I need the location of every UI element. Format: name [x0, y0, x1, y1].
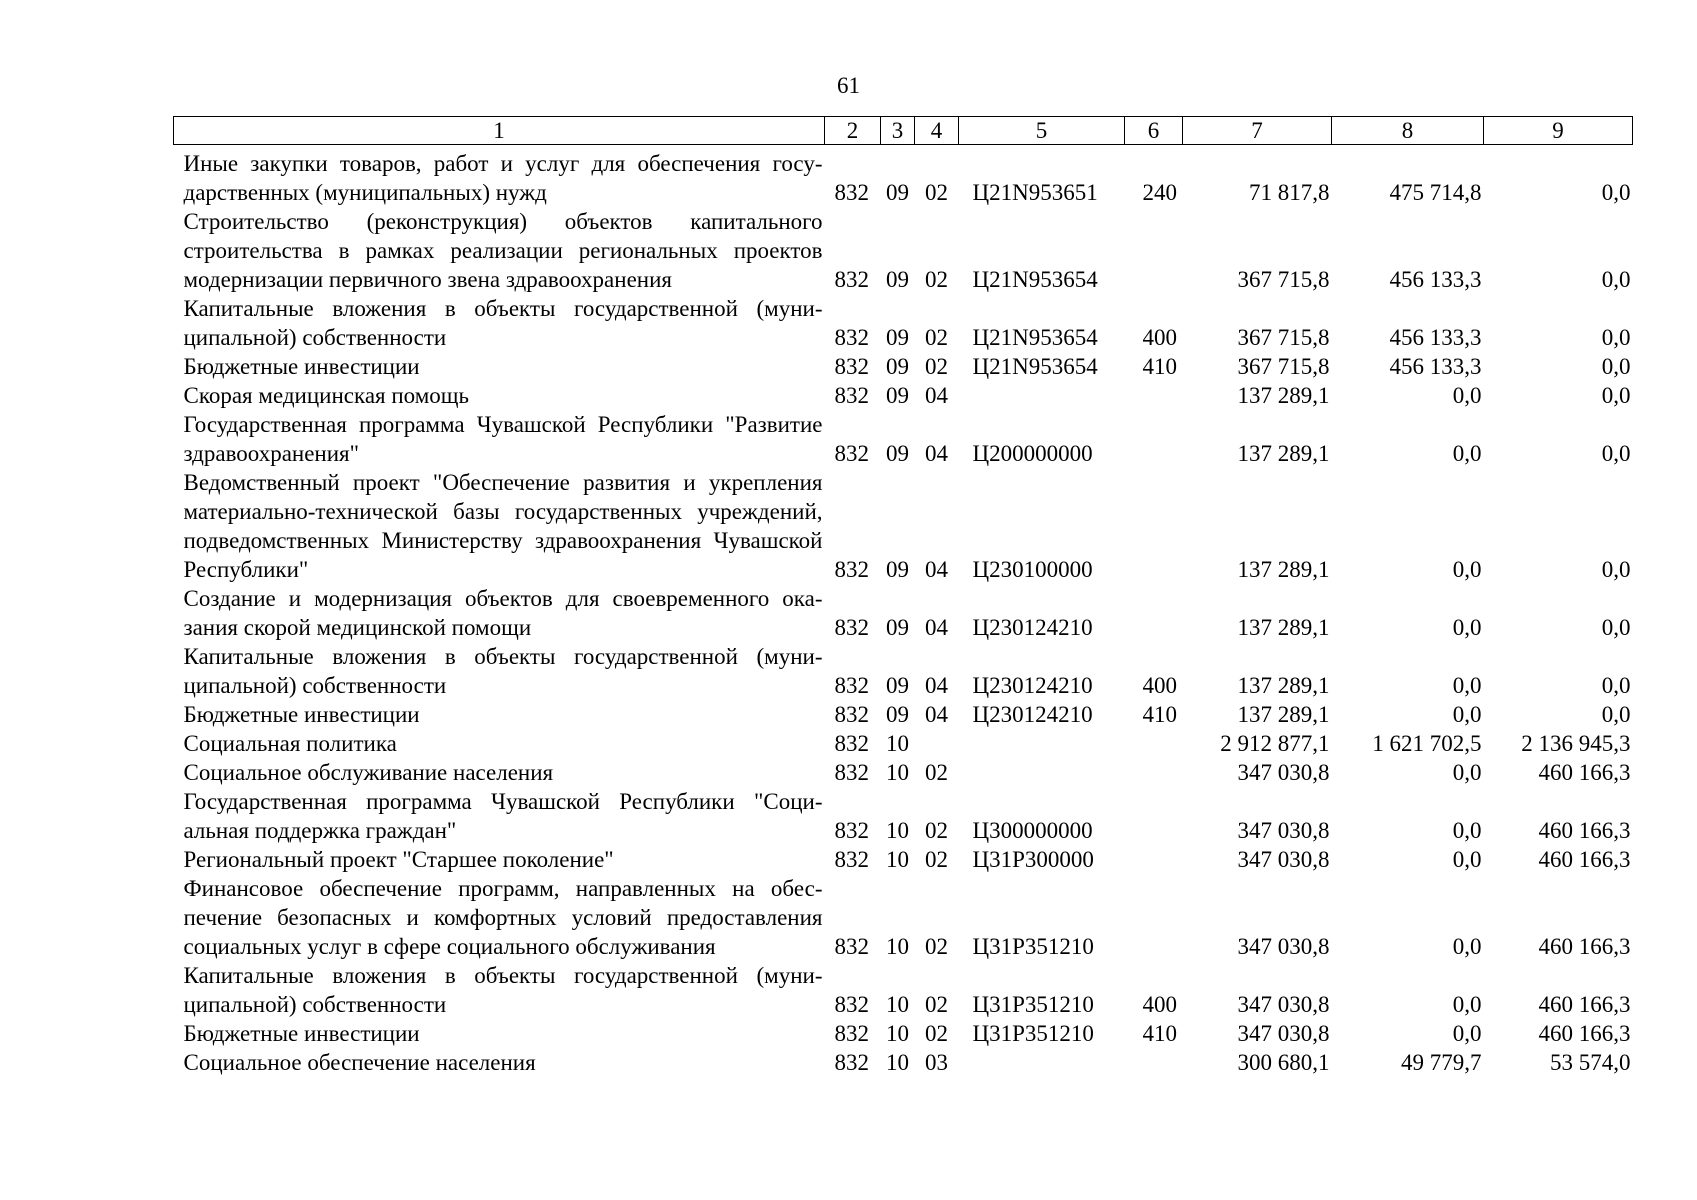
amount-col8: 0,0 — [1452, 847, 1482, 872]
expense-type: 400 — [1142, 992, 1177, 1017]
target-article: Ц300000000 — [972, 818, 1093, 843]
expense-type — [1125, 410, 1183, 468]
target-article — [959, 381, 1125, 410]
amount-col8: 0,0 — [1452, 992, 1482, 1017]
amount-col7: 347 030,8 — [1237, 1021, 1330, 1046]
expense-type — [1125, 787, 1183, 845]
subsection-code: 02 — [925, 847, 948, 872]
amount-col9: 0,0 — [1601, 383, 1631, 408]
amount-col9: 460 166,3 — [1538, 760, 1631, 785]
amount-col7: 367 715,8 — [1237, 354, 1330, 379]
row-name: Социальное обеспечение населения — [183, 1050, 536, 1075]
row-name: Капитальные вложения в объекты государственной (муниципальной) собственности — [183, 296, 823, 350]
section-code: 10 — [886, 818, 909, 843]
amount-col8: 0,0 — [1452, 760, 1482, 785]
table-row — [174, 294, 1633, 352]
expense-type — [1125, 729, 1183, 758]
subsection-code: 02 — [925, 934, 948, 959]
amount-col8: 0,0 — [1452, 1021, 1482, 1046]
amount-col9: 2 136 945,3 — [1521, 731, 1631, 756]
target-article: Ц31P351210 — [972, 992, 1094, 1017]
ministry-code: 832 — [834, 673, 869, 698]
expense-type — [1125, 584, 1183, 642]
amount-col8: 0,0 — [1452, 615, 1482, 640]
table-row — [174, 468, 1633, 584]
section-code: 09 — [886, 267, 909, 292]
expense-type: 400 — [1142, 673, 1177, 698]
table-row — [174, 584, 1633, 642]
amount-col9: 0,0 — [1601, 267, 1631, 292]
row-name: Иные закупки товаров, работ и услуг для обеспечения государственных (муниципальных) нужд — [183, 151, 823, 205]
amount-col9: 0,0 — [1601, 615, 1631, 640]
subsection-code: 02 — [925, 354, 948, 379]
subsection-code: 04 — [925, 557, 948, 582]
amount-col7: 71 817,8 — [1249, 180, 1330, 205]
amount-col8: 0,0 — [1452, 441, 1482, 466]
amount-col7: 347 030,8 — [1237, 934, 1330, 959]
expense-type: 240 — [1142, 180, 1177, 205]
table-row — [174, 758, 1633, 787]
target-article: Ц230124210 — [972, 673, 1093, 698]
row-name: Строительство (реконструкция) объектов капитального строительства в рамках реализации региональных проектов модернизации первичного звена здравоохранения — [183, 209, 823, 292]
table-row — [174, 845, 1633, 874]
table-body — [174, 145, 1633, 1078]
table-row — [174, 729, 1633, 758]
subsection-code: 02 — [925, 818, 948, 843]
amount-col8: 0,0 — [1452, 934, 1482, 959]
amount-col7: 137 289,1 — [1237, 383, 1330, 408]
section-code: 09 — [886, 557, 909, 582]
ministry-code: 832 — [834, 992, 869, 1017]
table-row — [174, 787, 1633, 845]
section-code: 09 — [886, 441, 909, 466]
amount-col8: 49 779,7 — [1401, 1050, 1482, 1075]
table-row — [174, 145, 1633, 208]
ministry-code: 832 — [834, 354, 869, 379]
subsection-code: 03 — [925, 1050, 948, 1075]
expense-type: 410 — [1142, 702, 1177, 727]
amount-col8: 0,0 — [1452, 383, 1482, 408]
subsection-code: 02 — [925, 325, 948, 350]
amount-col9: 0,0 — [1601, 354, 1631, 379]
row-name: Государственная программа Чувашской Республики "Социальная поддержка граждан" — [183, 789, 823, 843]
ministry-code: 832 — [834, 557, 869, 582]
amount-col9: 460 166,3 — [1538, 1021, 1631, 1046]
section-code: 09 — [886, 180, 909, 205]
amount-col8: 1 621 702,5 — [1372, 731, 1482, 756]
amount-col7: 137 289,1 — [1237, 441, 1330, 466]
page-number: 61 — [837, 73, 860, 98]
amount-col8: 0,0 — [1452, 702, 1482, 727]
row-name: Капитальные вложения в объекты государственной (муниципальной) собственности — [183, 644, 823, 698]
amount-col7: 347 030,8 — [1237, 760, 1330, 785]
header-cell: 1 — [174, 117, 825, 145]
ministry-code: 832 — [834, 441, 869, 466]
section-code: 10 — [886, 1021, 909, 1046]
row-name: Государственная программа Чувашской Республики "Развитие здравоохранения" — [183, 412, 823, 466]
row-name: Создание и модернизация объектов для своевременного оказания скорой медицинской помощи — [183, 586, 823, 640]
table-row — [174, 381, 1633, 410]
amount-col9: 0,0 — [1601, 557, 1631, 582]
row-name: Капитальные вложения в объекты государственной (муниципальной) собственности — [183, 963, 823, 1017]
amount-col8: 0,0 — [1452, 818, 1482, 843]
ministry-code: 832 — [834, 1021, 869, 1046]
row-name: Ведомственный проект "Обеспечение развития и укрепления материально-технической базы государственных учреждений, подведомственных Министерству здравоохранения Чувашской Республики" — [183, 470, 823, 582]
ministry-code: 832 — [834, 325, 869, 350]
subsection-code: 02 — [925, 992, 948, 1017]
subsection-code: 04 — [925, 383, 948, 408]
section-code: 09 — [886, 615, 909, 640]
row-name: Региональный проект "Старшее поколение" — [183, 847, 614, 872]
header-row — [174, 117, 1633, 145]
subsection-code — [915, 729, 959, 758]
subsection-code: 02 — [925, 1021, 948, 1046]
amount-col7: 347 030,8 — [1237, 992, 1330, 1017]
section-code: 10 — [886, 934, 909, 959]
amount-col9: 460 166,3 — [1538, 818, 1631, 843]
header-cell: 2 — [825, 117, 881, 145]
amount-col7: 137 289,1 — [1237, 557, 1330, 582]
target-article: Ц21N953654 — [972, 267, 1098, 292]
amount-col9: 0,0 — [1601, 702, 1631, 727]
target-article — [959, 1048, 1125, 1077]
subsection-code: 04 — [925, 702, 948, 727]
section-code: 10 — [886, 760, 909, 785]
amount-col9: 0,0 — [1601, 441, 1631, 466]
ministry-code: 832 — [834, 847, 869, 872]
target-article: Ц21N953654 — [972, 325, 1098, 350]
amount-col7: 367 715,8 — [1237, 267, 1330, 292]
amount-col8: 456 133,3 — [1389, 354, 1482, 379]
target-article: Ц200000000 — [972, 441, 1093, 466]
row-name: Социальное обслуживание населения — [183, 760, 554, 785]
amount-col7: 137 289,1 — [1237, 702, 1330, 727]
ministry-code: 832 — [834, 383, 869, 408]
amount-col7: 347 030,8 — [1237, 847, 1330, 872]
target-article: Ц230124210 — [972, 615, 1093, 640]
expense-type — [1125, 207, 1183, 294]
ministry-code: 832 — [834, 180, 869, 205]
section-code: 09 — [886, 354, 909, 379]
ministry-code: 832 — [834, 267, 869, 292]
row-name: Финансовое обеспечение программ, направленных на обеспечение безопасных и комфортных условий предоставления социальных услуг в сфере социального обслуживания — [183, 876, 823, 959]
target-article: Ц31P351210 — [972, 1021, 1094, 1046]
header-cell: 3 — [881, 117, 915, 145]
amount-col7: 347 030,8 — [1237, 818, 1330, 843]
section-code: 10 — [886, 731, 909, 756]
expense-type — [1125, 758, 1183, 787]
table-row — [174, 700, 1633, 729]
amount-col7: 367 715,8 — [1237, 325, 1330, 350]
ministry-code: 832 — [834, 731, 869, 756]
expense-type — [1125, 1048, 1183, 1077]
amount-col8: 0,0 — [1452, 673, 1482, 698]
target-article — [959, 729, 1125, 758]
table-row — [174, 410, 1633, 468]
table-row — [174, 1048, 1633, 1077]
subsection-code: 04 — [925, 615, 948, 640]
row-name: Бюджетные инвестиции — [183, 1021, 420, 1046]
target-article: Ц230100000 — [972, 557, 1093, 582]
amount-col9: 460 166,3 — [1538, 847, 1631, 872]
row-name: Социальная политика — [183, 731, 397, 756]
header-cell: 9 — [1484, 117, 1633, 145]
amount-col7: 300 680,1 — [1237, 1050, 1330, 1075]
section-code: 09 — [886, 702, 909, 727]
ministry-code: 832 — [834, 615, 869, 640]
target-article: Ц21N953651 — [972, 180, 1098, 205]
amount-col9: 460 166,3 — [1538, 934, 1631, 959]
amount-col7: 137 289,1 — [1237, 615, 1330, 640]
row-name: Бюджетные инвестиции — [183, 702, 420, 727]
table-row — [174, 642, 1633, 700]
table-row — [174, 1019, 1633, 1048]
amount-col7: 2 912 877,1 — [1220, 731, 1330, 756]
section-code: 09 — [886, 673, 909, 698]
table-row — [174, 961, 1633, 1019]
ministry-code: 832 — [834, 702, 869, 727]
amount-col8: 475 714,8 — [1389, 180, 1482, 205]
subsection-code: 02 — [925, 180, 948, 205]
header-cell: 6 — [1125, 117, 1183, 145]
expense-type — [1125, 874, 1183, 961]
target-article: Ц31P351210 — [972, 934, 1094, 959]
expense-type: 410 — [1142, 1021, 1177, 1046]
section-code: 09 — [886, 325, 909, 350]
row-name: Скорая медицинская помощь — [183, 383, 469, 408]
subsection-code: 02 — [925, 267, 948, 292]
budget-table — [173, 116, 1633, 1077]
target-article — [959, 758, 1125, 787]
amount-col9: 53 574,0 — [1550, 1050, 1631, 1075]
amount-col9: 0,0 — [1601, 180, 1631, 205]
section-code: 10 — [886, 847, 909, 872]
table-row — [174, 207, 1633, 294]
ministry-code: 832 — [834, 818, 869, 843]
target-article: Ц21N953654 — [972, 354, 1098, 379]
table-row — [174, 352, 1633, 381]
expense-type — [1125, 381, 1183, 410]
expense-type: 410 — [1142, 354, 1177, 379]
header-cell: 5 — [959, 117, 1125, 145]
header-cell: 8 — [1332, 117, 1484, 145]
ministry-code: 832 — [834, 1050, 869, 1075]
header-cell: 7 — [1183, 117, 1332, 145]
section-code: 10 — [886, 992, 909, 1017]
section-code: 10 — [886, 1050, 909, 1075]
amount-col8: 456 133,3 — [1389, 267, 1482, 292]
amount-col9: 460 166,3 — [1538, 992, 1631, 1017]
header-cell: 4 — [915, 117, 959, 145]
expense-type — [1125, 468, 1183, 584]
section-code: 09 — [886, 383, 909, 408]
target-article: Ц230124210 — [972, 702, 1093, 727]
amount-col8: 0,0 — [1452, 557, 1482, 582]
amount-col7: 137 289,1 — [1237, 673, 1330, 698]
amount-col9: 0,0 — [1601, 325, 1631, 350]
target-article: Ц31P300000 — [972, 847, 1094, 872]
ministry-code: 832 — [834, 760, 869, 785]
table-row — [174, 874, 1633, 961]
subsection-code: 04 — [925, 441, 948, 466]
subsection-code: 04 — [925, 673, 948, 698]
subsection-code: 02 — [925, 760, 948, 785]
amount-col9: 0,0 — [1601, 673, 1631, 698]
ministry-code: 832 — [834, 934, 869, 959]
amount-col8: 456 133,3 — [1389, 325, 1482, 350]
row-name: Бюджетные инвестиции — [183, 354, 420, 379]
expense-type: 400 — [1142, 325, 1177, 350]
expense-type — [1125, 845, 1183, 874]
